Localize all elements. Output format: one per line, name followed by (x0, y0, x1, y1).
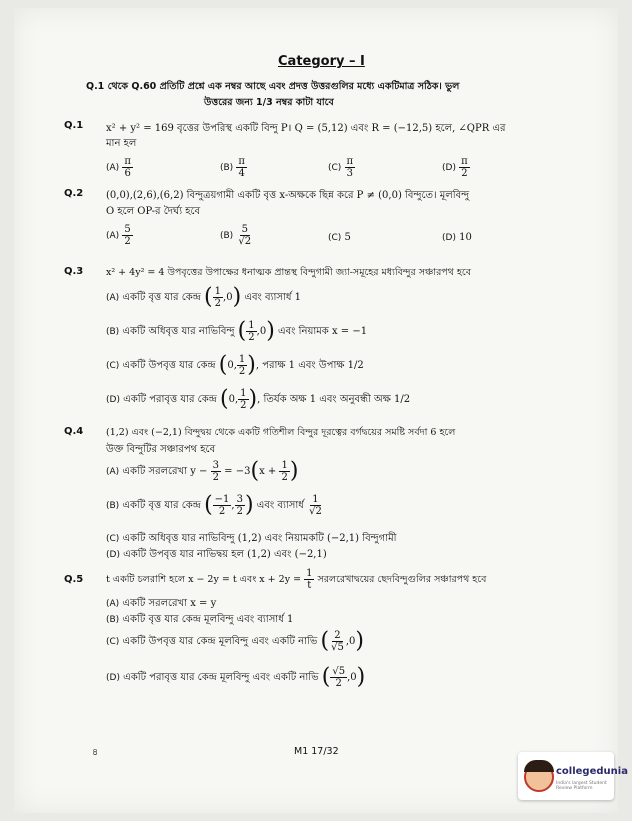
q3-option-d: (D) একটি পরাবৃত্ত যার কেন্দ্র (0, $\frac{1}{2}$ ), তির্যক অক্ষ 1 এবং অনুবন্ধী অক্ষ 1/2 (106, 386, 411, 412)
q3-number: Q.3 (64, 266, 84, 277)
q3-option-c: (C) একটি উপবৃত্ত যার কেন্দ্র (0, $\frac{1}{2}$ ), পরাক্ষ 1 এবং উপাক্ষ 1/2 (106, 352, 364, 378)
q4-stem-line2: উক্ত বিন্দুটির সঞ্চারপথ হবে (106, 444, 216, 455)
q3-option-a: (A) একটি বৃত্ত যার কেন্দ্র ( $\frac{1}{2}$ ,0) এবং ব্যাসার্ধ 1 (106, 284, 302, 310)
collegedunia-logo (518, 752, 628, 800)
q2-stem-line1: (0,0),(2,6),(6,2) বিন্দুত্রয়গামী একটি বৃত্ত x-অক্ষকে ছিন্ন করে P ≠ (0,0) বিন্দুতে। মূলবিন্দু (106, 190, 470, 201)
q5-option-a: (A) একটি সরলরেখা x = y (106, 598, 217, 609)
q5-number: Q.5 (64, 574, 84, 585)
page-number-left: ৪ (92, 747, 99, 758)
q1-option-d-fraction: $\frac{\pi}{2}$ (461, 156, 468, 179)
q4-number: Q.4 (64, 426, 84, 437)
q5-stem: t একটি চলরাশি হলে x − 2y = t এবং x + 2y = $\frac{1}{t}$ সরলরেখাদ্বয়ের ছেদবিন্দুগুলির সঞ্চারপথ হবে (106, 568, 487, 591)
q1-option-b: (B) $\frac{\pi}{4}$ (220, 156, 245, 179)
q2-stem-line2: O হলে OP-র দৈর্ঘ্য হবে (106, 206, 201, 217)
q2-number: Q.2 (64, 188, 84, 199)
q1-option-c-fraction: $\frac{\pi}{3}$ (346, 156, 354, 179)
q1-stem-line1: x² + y² = 169 বৃত্তের উপরিস্থ একটি বিন্দু P। Q = (5,12) এবং R = (−12,5) হলে, ∠QPR এর (106, 123, 506, 134)
q4-option-c: (C) একটি অধিবৃত্ত যার নাভিবিন্দু (1,2) এবং নিয়ামকটি (−2,1) বিন্দুগামী (106, 533, 397, 544)
q3-option-b: (B) একটি অধিবৃত্ত যার নাভিবিন্দু ( $\frac{1}{2}$ ,0) এবং নিয়ামক x = −1 (106, 318, 368, 344)
q3-stem: x² + 4y² = 4 উপবৃত্তের উপাক্ষের ধনাত্মক প্রান্তস্থ বিন্দুগামী জ্যা-সমূহের মধ্যবিন্দুর সঞ্চারপথ হবে (106, 267, 472, 278)
q2-option-a-fraction: $\frac{5}{2}$ (124, 224, 131, 247)
q2-option-c: (C) 5 (328, 232, 351, 243)
q1-option-c: (C) $\frac{\pi}{3}$ (328, 156, 354, 179)
q1-option-d: (D) $\frac{\pi}{2}$ (442, 156, 468, 179)
mascot-hair-icon (524, 760, 554, 772)
logo-tagline: India's largest Student Review Platform (556, 781, 607, 791)
page-code: M1 17/32 (294, 746, 339, 757)
q1-option-a: (A) $\frac{\pi}{6}$ (106, 156, 131, 179)
logo-name: collegedunia (556, 766, 628, 777)
q4-stem-line1: (1,2) এবং (−2,1) বিন্দুদ্বয় থেকে একটি গতিশীল বিন্দুর দূরত্বের বর্গদ্বয়ের সমষ্টি সর্বদা 6 হলে (106, 427, 456, 438)
q1-option-a-fraction: $\frac{\pi}{6}$ (124, 156, 131, 179)
q2-option-a: (A) $\frac{5}{2}$ (106, 224, 131, 247)
q5-option-c: (C) একটি উপবৃত্ত যার কেন্দ্র মূলবিন্দু এবং একটি নাভি ( $\frac{2}{√5}$ ,0) (106, 628, 364, 654)
q5-option-b: (B) একটি বৃত্ত যার কেন্দ্র মূলবিন্দু এবং ব্যাসার্ধ 1 (106, 614, 294, 625)
category-heading: Category – I (278, 54, 365, 69)
instruction-line-2: উত্তরের জন্য 1/3 নম্বর কাটা যাবে (204, 97, 334, 108)
exam-page (14, 8, 618, 813)
q5-option-d: (D) একটি পরাবৃত্ত যার কেন্দ্র মূলবিন্দু এবং একটি নাভি ( $\frac{√5}{2}$ ,0) (106, 664, 366, 690)
instruction-line-1: Q.1 থেকে Q.60 প্রতিটি প্রশ্নে এক নম্বর আছে এবং প্রদত্ত উত্তরগুলির মধ্যে একটিমাত্র সঠিক। ভুল (86, 81, 460, 92)
q1-number: Q.1 (64, 120, 84, 131)
q4-option-b: (B) একটি বৃত্ত যার কেন্দ্র ( $\frac{-1}{2}$ , $\frac{3}{2}$ ) এবং ব্যাসার্ধ $\frac{1}{√2}$ (106, 492, 322, 518)
q2-option-d: (D) 10 (442, 232, 472, 243)
q4-option-d: (D) একটি উপবৃত্ত যার নাভিদ্বয় হল (1,2) এবং (−2,1) (106, 549, 327, 560)
q2-option-b-fraction: $\frac{5}{√2}$ (238, 224, 252, 247)
q4-option-a: (A) একটি সরলরেখা y − $\frac{3}{2}$ = −3(x + $\frac{1}{2}$ ) (106, 458, 299, 484)
q2-option-b: (B) $\frac{5}{√2}$ (220, 224, 252, 247)
q1-stem-line2: মান হল (106, 138, 137, 149)
q1-option-b-fraction: $\frac{\pi}{4}$ (238, 156, 245, 179)
